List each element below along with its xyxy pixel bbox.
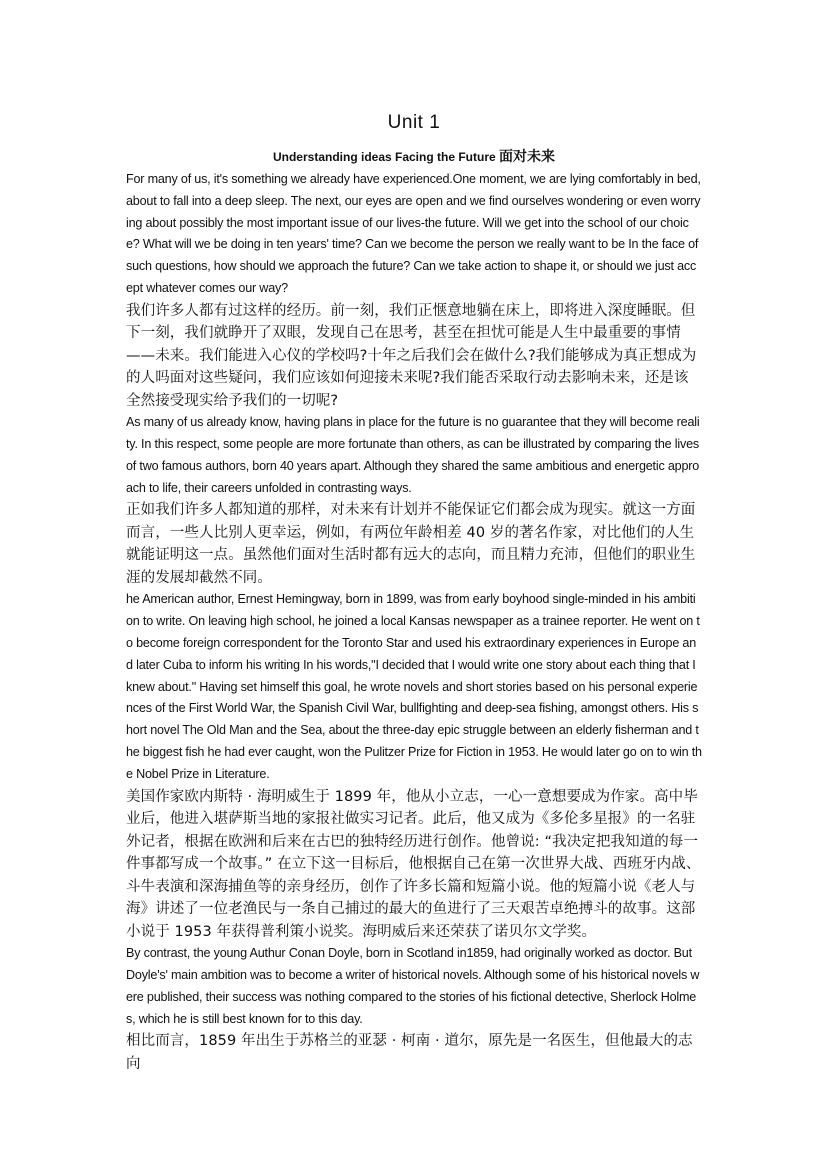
document-title: Unit 1 bbox=[387, 112, 441, 133]
paragraph-english: As many of us already know, having plans in place for the future is no guarantee that they will become reality. In this respect, some people are more fortunate than others, as can be illustrated by comparing the lives of two famous authors, born 40 years apart. Although they shared the same ambitious and energetic approach to life, their careers unfolded in contrasting ways. bbox=[126, 415, 700, 495]
paragraph-chinese: 相比而言，1859 年出生于苏格兰的亚瑟 · 柯南 · 道尔，原先是一名医生，但他最大的志向 bbox=[126, 1033, 693, 1072]
paragraph-chinese: 正如我们许多人都知道的那样，对未来有计划并不能保证它们都会成为现实。就这一方面而言，一些人比别人更幸运，例如，有两位年龄相差 40 岁的著名作家，对比他们的人生就能证明这一点。虽然他们面对生活时都有远大的志向，而且精力充沛，但他们的职业生涯的发展却截然不同。 bbox=[126, 502, 696, 586]
subtitle-chinese: 面对未来 bbox=[499, 148, 556, 164]
paragraph-chinese: 我们许多人都有过这样的经历。前一刻，我们正惬意地躺在床上，即将进入深度睡眠。但下一刻，我们就睁开了双眼，发现自己在思考，甚至在担忧可能是人生中最重要的事情——未来。我们能进入心仪的学校吗?十年之后我们会在做什么?我们能够成为真正想成为的人吗面对这些疑问，我们应该如何迎接未来呢?我们能否采取行动去影响未来，还是该全然接受现实给予我们的一切呢? bbox=[126, 302, 697, 409]
paragraph-english: he American author, Ernest Hemingway, born in 1899, was from early boyhood single-minded in his ambition to write. On leaving high school, he joined a local Kansas newspaper as a trainee reporter. He went on to become foreign correspondent for the Toronto Star and used his extraordinary experiences in Europe and later Cuba to inform his writing In his words,"I decided that I would write one story about each thing that I knew about." Having set himself this goal, he wrote novels and short stories based on his personal experiences of the First World War, the Spanish Civil War, bullfighting and deep-sea fishing, amongst others. His short novel The Old Man and the Sea, about the three-day epic struggle between an elderly fisherman and the biggest fish he had ever caught, won the Pulitzer Prize for Fiction in 1953. He would later go on to win the Nobel Prize in Literature. bbox=[126, 592, 702, 781]
paragraph-chinese: 美国作家欧内斯特 · 海明威生于 1899 年，他从小立志，一心一意想要成为作家。高中毕业后，他进入堪萨斯当地的家报社做实习记者。此后，他又成为《多伦多星报》的一名驻外记者，根据在欧洲和后来在古巴的独特经历进行创作。他曾说: “我决定把我知道的每一件事都写成一个故事。” 在立下这一目标后，他根据自己在第一次世界大战、西班牙内战、斗牛表演和深海捕鱼等的亲身经历，创作了许多长篇和短篇小说。他的短篇小说《老人与海》讲述了一位老渔民与一条自己捕过的最大的鱼进行了三天艰苦卓绝搏斗的故事。这部小说于 1953 年获得普利策小说奖。海明威后来还荣获了诺贝尔文学奖。 bbox=[126, 788, 701, 940]
document-page bbox=[126, 108, 702, 1075]
subtitle-english: Understanding ideas Facing the Future bbox=[272, 150, 500, 164]
document-subtitle bbox=[126, 146, 702, 167]
paragraph-english: By contrast, the young Authur Conan Doyle, born in Scotland in1859, had originally worked as doctor. But Doyle's' main ambition was to become a writer of historical novels. Although some of his historical novels were published, their success was nothing compared to the stories of his fictional detective, Sherlock Holmes, which he is still best known for to this day. bbox=[126, 946, 700, 1026]
paragraph-english: For many of us, it's something we already have experienced.One moment, we are lying comfortably in bed, about to fall into a deep sleep. The next, our eyes are open and we find ourselves wondering or even worrying about possibly the most important issue of our lives-the future. Will we get into the school of our choice? What will we be doing in ten years' time? Can we become the person we really want to be In the face of such questions, how should we approach the future? Can we take action to shape it, or should we just accept whatever comes our way? bbox=[126, 172, 701, 295]
document-body bbox=[126, 169, 702, 1075]
